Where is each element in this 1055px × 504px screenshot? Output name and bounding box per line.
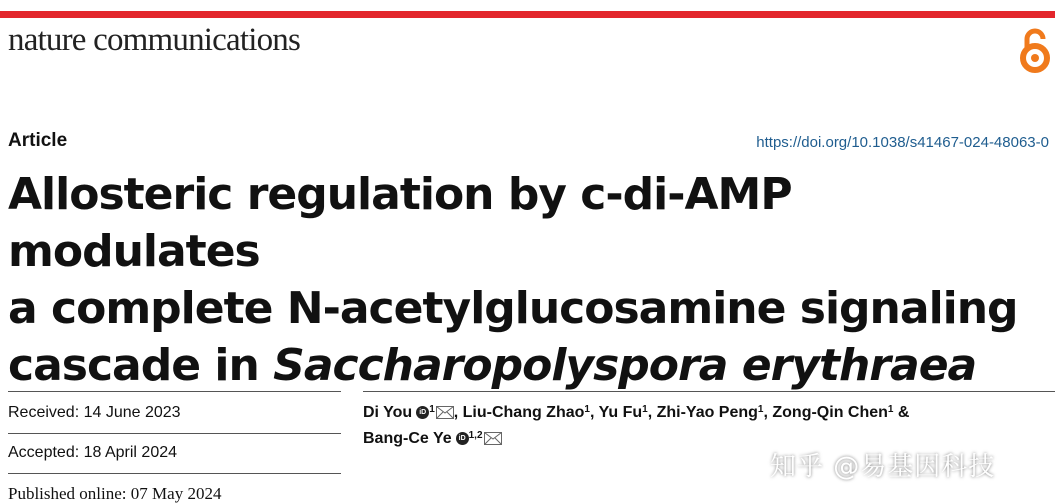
orcid-icon[interactable]: iD <box>456 432 469 445</box>
author-list <box>363 400 1043 452</box>
author-name[interactable]: , Zhi-Yao Peng <box>647 404 758 421</box>
email-icon[interactable] <box>436 406 454 419</box>
divider-accepted <box>8 473 341 474</box>
open-access-icon[interactable] <box>1017 25 1053 75</box>
doi-link[interactable]: https://doi.org/10.1038/s41467-024-48063-0 <box>756 134 1049 151</box>
author-name[interactable]: , Liu-Chang Zhao <box>453 404 585 421</box>
author-name[interactable]: , Yu Fu <box>589 404 643 421</box>
author-name[interactable]: Di You <box>363 404 413 421</box>
divider-received <box>8 433 341 434</box>
author-separator: & <box>893 404 910 421</box>
affiliation-sup: 1 <box>757 404 764 415</box>
published-date: Published online: 07 May 2024 <box>8 484 222 503</box>
email-icon[interactable] <box>484 432 502 445</box>
affiliation-sup: 1,2 <box>468 430 483 441</box>
journal-name[interactable]: nature communications <box>8 22 301 58</box>
top-accent-bar <box>0 11 1055 18</box>
affiliation-sup: 1 <box>887 404 894 415</box>
title-line-3: cascade in <box>8 340 274 391</box>
affiliation-sup: 1 <box>429 404 435 415</box>
author-name[interactable]: Bang-Ce Ye <box>363 430 452 447</box>
title-line-2: a complete N-acetylglucosamine signaling <box>8 283 1018 334</box>
affiliation-sup: 1 <box>584 404 590 415</box>
title-species: Saccharopolyspora erythraea <box>273 340 977 391</box>
affiliation-sup: 1 <box>642 404 648 415</box>
divider-dates-top <box>8 391 341 392</box>
author-name[interactable]: , Zong-Qin Chen <box>763 404 888 421</box>
divider-authors-top <box>363 391 1055 392</box>
watermark-text: 知乎 @易基因科技 <box>770 452 996 482</box>
article-title <box>8 166 1053 394</box>
article-type-label: Article <box>8 130 68 151</box>
title-line-1: Allosteric regulation by c-di-AMP modulates <box>8 169 792 277</box>
accepted-date: Accepted: 18 April 2024 <box>8 444 178 461</box>
orcid-icon[interactable]: iD <box>416 406 429 419</box>
received-date: Received: 14 June 2023 <box>8 404 181 421</box>
